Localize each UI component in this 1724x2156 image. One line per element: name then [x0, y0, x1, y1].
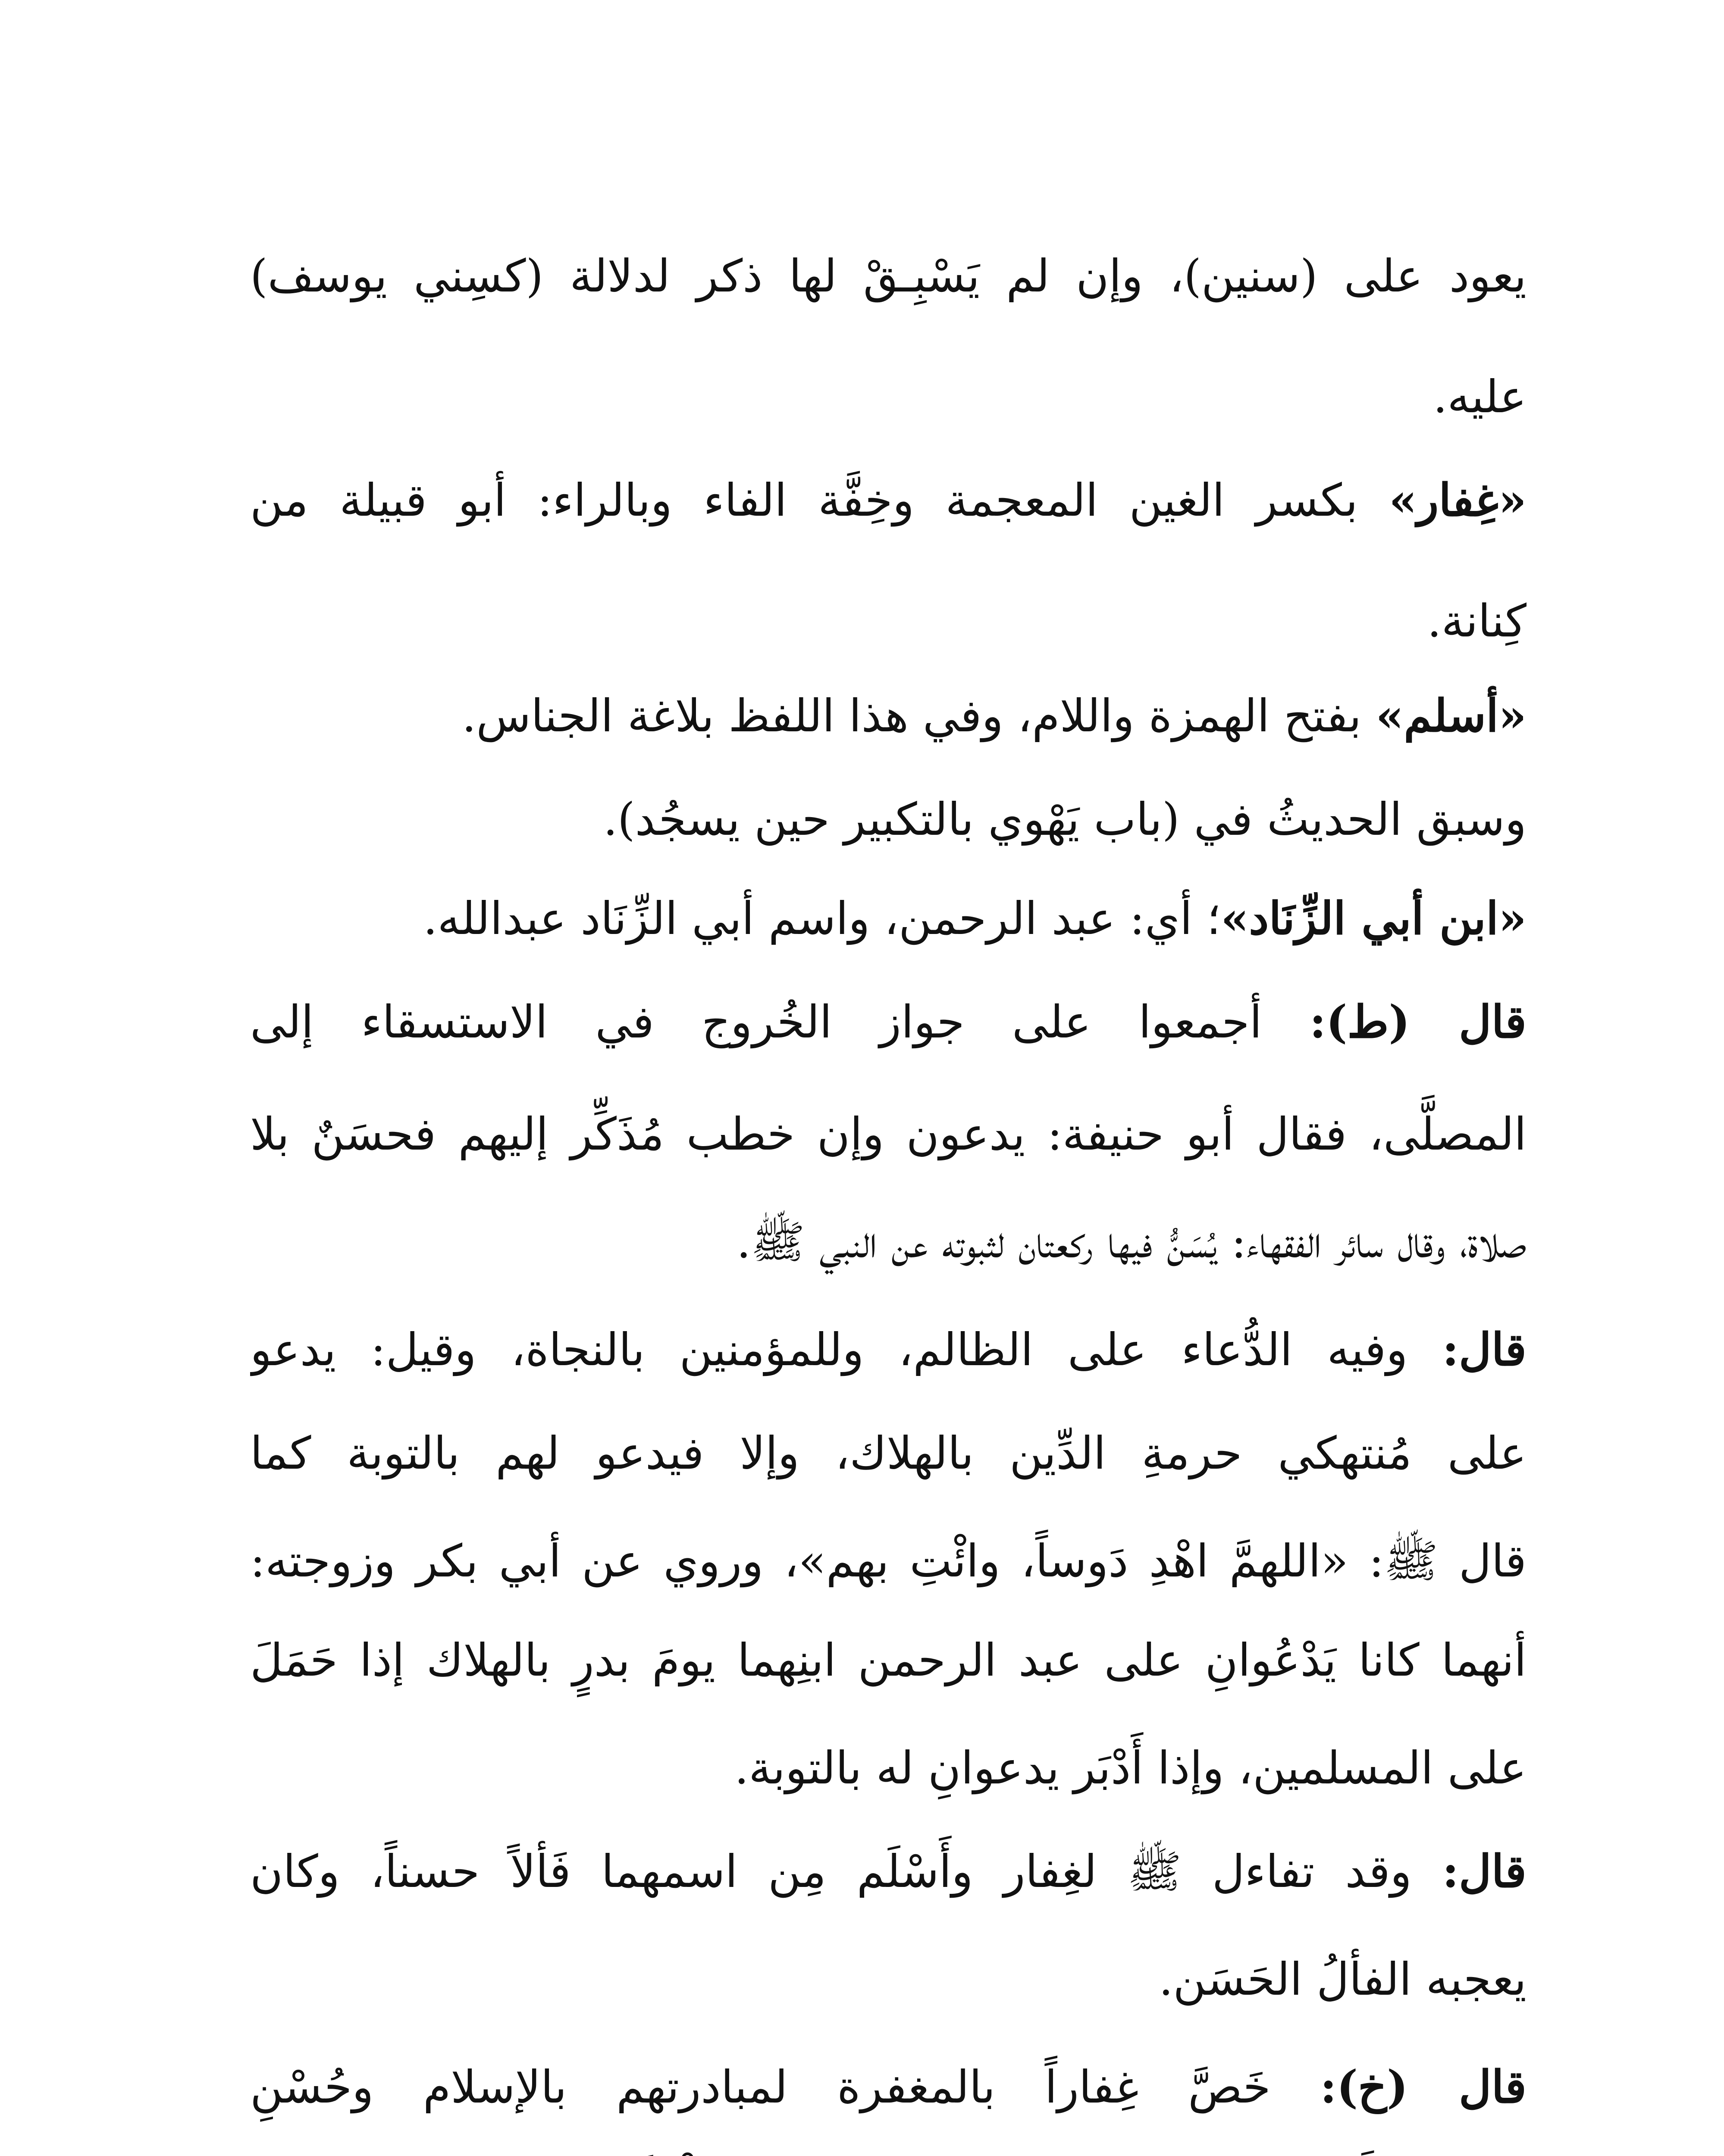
line-text: صلاة، وقال سائر الفقهاء: يُسَنُّ فيها ركعتان لثبوته عن النبي ﷺ.	[737, 1216, 1527, 1268]
text-line	[250, 867, 1527, 970]
bold-lemma: «غِفار»	[1389, 473, 1527, 526]
text-line	[250, 768, 1527, 871]
line-text: وسبق الحديثُ في (باب يَهْوي بالتكبير حين يسجُد).	[603, 793, 1527, 846]
text-line	[250, 2134, 1527, 2156]
line-text: على مُنتهكي حرمةِ الدِّين بالهلاك، وإلا فيدعو لهم بالتوبة كما	[250, 1427, 1527, 1479]
line-text: يعجبه الفألُ الحَسَن.	[1159, 1953, 1527, 2006]
text-line	[250, 970, 1527, 1074]
line-text: عليه.	[1433, 370, 1527, 423]
text-line	[250, 345, 1527, 448]
line-text: بكسر الغين المعجمة وخِفَّة الفاء وبالراء: أبو قبيلة من	[250, 474, 1389, 526]
bold-lemma: قال (خ):	[1320, 2060, 1527, 2113]
text-line	[250, 1608, 1527, 1712]
bold-lemma: قال (ط):	[1309, 995, 1527, 1048]
text-line	[250, 1820, 1527, 1923]
text-line	[250, 1401, 1527, 1505]
line-text: ؛ أي: عبد الرحمن، واسم أبي الزِّنَاد عبدالله.	[423, 892, 1221, 945]
text-line	[250, 1927, 1527, 2031]
line-text: أنهما كانا يَدْعُوانِ على عبد الرحمن ابنِهما يومَ بدرٍ بالهلاك إذا حَمَلَ	[250, 1634, 1527, 1686]
text-line	[250, 1298, 1527, 1401]
bold-lemma: «ابن أبي الزِّنَاد»	[1221, 892, 1527, 945]
text-line	[250, 1190, 1527, 1294]
line-text: المصلَّى، فقال أبو حنيفة: يدعون وإن خطب مُذَكِّر إليهم فحسَنٌ بلا	[250, 1108, 1527, 1160]
text-line	[250, 1082, 1527, 1186]
bold-lemma: قال:	[1442, 1323, 1527, 1376]
bold-lemma: قال:	[1442, 1845, 1527, 1898]
text-line	[250, 448, 1527, 552]
line-text: بفتح الهمزة واللام، وفي هذا اللفظ بلاغة الجناس.	[462, 689, 1376, 742]
text-line	[250, 569, 1527, 673]
line-text: يعود على (سنين)، وإن لم يَسْبِـقْ لها ذكر لدلالة (كسِني يوسف)	[250, 250, 1527, 302]
line-text: أجمعوا على جواز الخُروج في الاستسقاء إلى	[250, 996, 1310, 1048]
line-text: وقد تفاءل ﷺ لغِفار وأَسْلَم مِن اسمهما فَألاً حسناً، وكان	[250, 1845, 1442, 1898]
line-text: كِنانة.	[1427, 595, 1527, 647]
text-line	[250, 1716, 1527, 1820]
bold-lemma: «أسلم»	[1376, 689, 1527, 742]
text-line	[250, 2035, 1527, 2139]
text-line	[250, 1509, 1527, 1613]
line-text: وفيه الدُّعاء على الظالم، وللمؤمنين بالنجاة، وقيل: يدعو	[250, 1323, 1442, 1376]
line-text: على المسلمين، وإذا أَدْبَر يدعوانِ له بالتوبة.	[734, 1742, 1527, 1794]
text-line	[250, 664, 1527, 768]
line-text: قال ﷺ: «اللهمَّ اهْدِ دَوساً، وائْتِ بهم»، وروي عن أبي بكر وزوجته:	[250, 1535, 1527, 1587]
text-line	[250, 224, 1527, 328]
line-text: خَصَّ غِفاراً بالمغفرة لمبادرتهم بالإسلام وحُسْنِ	[250, 2061, 1320, 2113]
